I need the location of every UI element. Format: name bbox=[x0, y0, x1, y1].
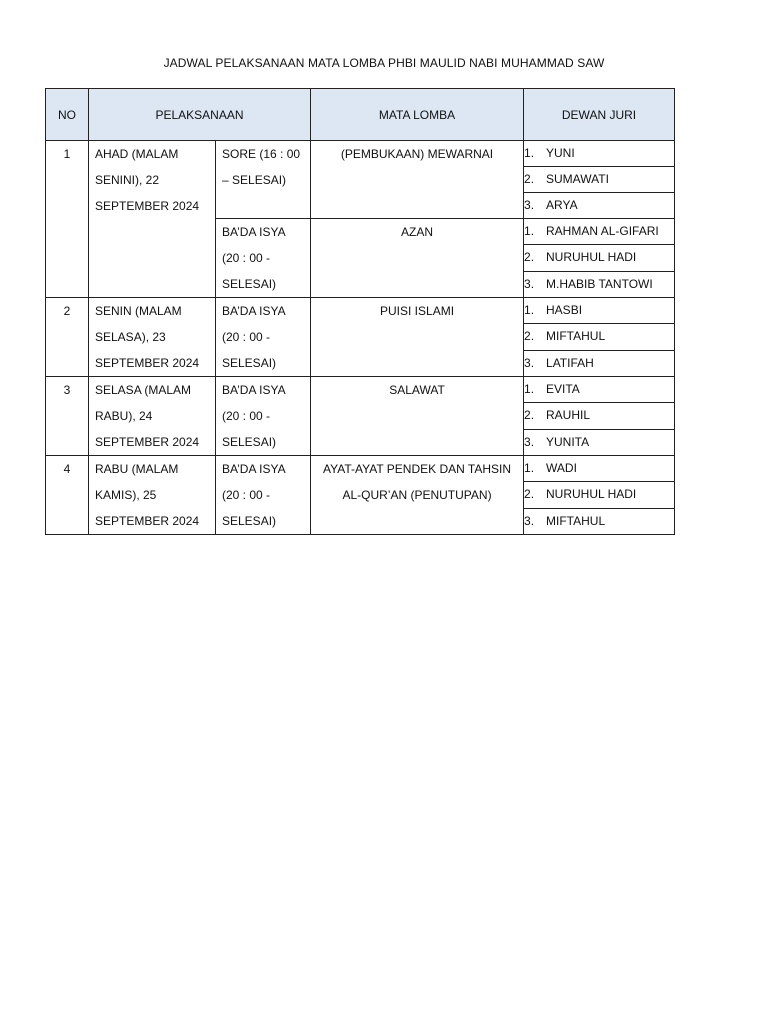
row-number: 4 bbox=[46, 456, 89, 535]
time-cell bbox=[216, 456, 311, 535]
juri-number: 2. bbox=[524, 487, 535, 502]
juri-number: 3. bbox=[524, 355, 535, 370]
juri-name: YUNITA bbox=[546, 434, 590, 449]
juri-name: RAHMAN AL-GIFARI bbox=[546, 224, 659, 238]
juri-number: 2. bbox=[524, 408, 535, 423]
juri-number: 2. bbox=[524, 250, 535, 265]
lomba-text: (PEMBUKAAN) MEWARNAI bbox=[340, 147, 494, 161]
juri-item bbox=[524, 324, 675, 350]
day-text: RABU (MALAM KAMIS), 25 SEPTEMBER 2024 bbox=[95, 462, 200, 528]
day-text: AHAD (MALAM SENINI), 22 SEPTEMBER 2024 bbox=[95, 147, 200, 213]
lomba-cell bbox=[311, 298, 524, 377]
lomba-cell bbox=[311, 456, 524, 535]
table-row bbox=[46, 141, 675, 167]
juri-item bbox=[524, 508, 675, 534]
day-cell bbox=[89, 456, 216, 535]
juri-number: 1. bbox=[524, 224, 535, 238]
day-text: SELASA (MALAM RABU), 24 SEPTEMBER 2024 bbox=[95, 383, 200, 449]
schedule-table bbox=[45, 88, 675, 535]
juri-item bbox=[524, 141, 675, 167]
juri-number: 3. bbox=[524, 434, 535, 449]
juri-number: 2. bbox=[524, 172, 535, 186]
juri-number: 1. bbox=[524, 146, 535, 160]
juri-name: M.HABIB TANTOWI bbox=[546, 276, 653, 291]
time-cell bbox=[216, 377, 311, 456]
header-pelaksanaan: PELAKSANAAN bbox=[89, 89, 311, 141]
day-text: SENIN (MALAM SELASA), 23 SEPTEMBER 2024 bbox=[95, 304, 200, 370]
lomba-cell bbox=[311, 219, 524, 298]
juri-name: MIFTAHUL bbox=[546, 329, 606, 344]
time-text: BA’DA ISYA (20 : 00 - SELESAI) bbox=[222, 304, 285, 370]
juri-name: SUMAWATI bbox=[546, 172, 609, 186]
juri-item bbox=[524, 219, 675, 245]
juri-number: 3. bbox=[524, 198, 535, 212]
lomba-text: SALAWAT bbox=[389, 383, 445, 397]
time-text: BA’DA ISYA (20 : 00 - SELESAI) bbox=[222, 383, 285, 449]
time-cell bbox=[216, 141, 311, 219]
juri-item bbox=[524, 167, 675, 193]
lomba-cell bbox=[311, 141, 524, 219]
lomba-text: PUISI ISLAMI bbox=[380, 304, 455, 318]
lomba-cell bbox=[311, 377, 524, 456]
juri-number: 1. bbox=[524, 461, 535, 475]
row-number: 2 bbox=[46, 298, 89, 377]
juri-name: LATIFAH bbox=[546, 355, 594, 370]
juri-number: 3. bbox=[524, 513, 535, 528]
juri-number: 3. bbox=[524, 276, 535, 291]
juri-item bbox=[524, 271, 675, 297]
table-row bbox=[46, 456, 675, 482]
juri-name: EVITA bbox=[546, 382, 580, 396]
table-header-row bbox=[46, 89, 675, 141]
lomba-text: AZAN bbox=[401, 225, 434, 239]
row-number: 3 bbox=[46, 377, 89, 456]
day-cell bbox=[89, 298, 216, 377]
juri-item bbox=[524, 377, 675, 403]
juri-name: HASBI bbox=[546, 303, 583, 317]
header-dewan-juri: DEWAN JURI bbox=[524, 89, 675, 141]
header-mata-lomba: MATA LOMBA bbox=[311, 89, 524, 141]
juri-item bbox=[524, 350, 675, 376]
day-cell bbox=[89, 377, 216, 456]
document-title: JADWAL PELAKSANAAN MATA LOMBA PHBI MAULID NABI MUHAMMAD SAW bbox=[163, 56, 605, 70]
time-cell bbox=[216, 219, 311, 298]
juri-number: 1. bbox=[524, 382, 535, 396]
juri-item bbox=[524, 245, 675, 271]
juri-name: NURUHUL HADI bbox=[546, 487, 637, 502]
time-text: BA’DA ISYA (20 : 00 - SELESAI) bbox=[222, 225, 285, 291]
lomba-text: AYAT-AYAT PENDEK DAN TAHSIN AL-QUR’AN (PENUTUPAN) bbox=[322, 462, 512, 502]
table-row bbox=[46, 377, 675, 403]
juri-item bbox=[524, 403, 675, 429]
header-no: NO bbox=[46, 89, 89, 141]
juri-number: 1. bbox=[524, 303, 535, 317]
juri-name: WADI bbox=[546, 461, 577, 475]
juri-item bbox=[524, 429, 675, 455]
juri-item bbox=[524, 456, 675, 482]
juri-name: ARYA bbox=[546, 198, 578, 212]
row-number: 1 bbox=[46, 141, 89, 298]
juri-name: NURUHUL HADI bbox=[546, 250, 637, 265]
day-cell bbox=[89, 141, 216, 298]
juri-name: YUNI bbox=[546, 146, 575, 160]
juri-item bbox=[524, 482, 675, 508]
table-row bbox=[46, 298, 675, 324]
juri-item bbox=[524, 298, 675, 324]
juri-number: 2. bbox=[524, 329, 535, 344]
time-text: BA’DA ISYA (20 : 00 - SELESAI) bbox=[222, 462, 285, 528]
juri-name: MIFTAHUL bbox=[546, 513, 606, 528]
juri-item bbox=[524, 193, 675, 219]
juri-name: RAUHIL bbox=[546, 408, 591, 423]
time-cell bbox=[216, 298, 311, 377]
time-text: SORE (16 : 00 – SELESAI) bbox=[222, 147, 301, 187]
